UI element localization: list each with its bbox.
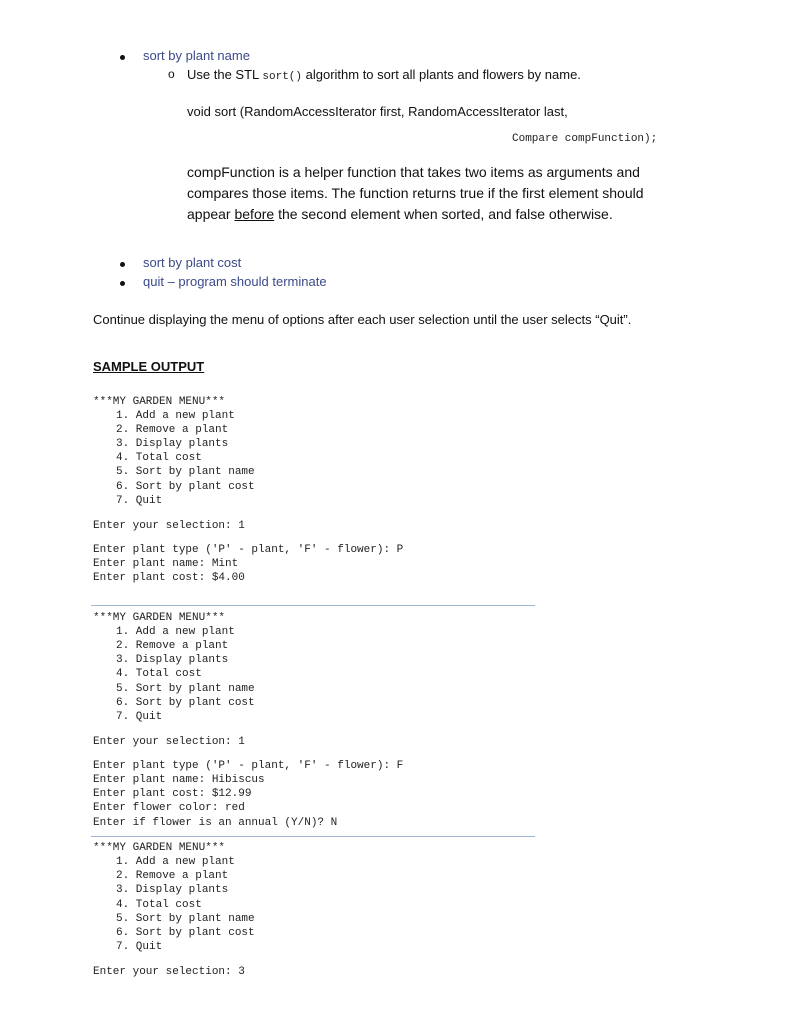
desc-pre: appear xyxy=(187,206,235,222)
bullet-dot xyxy=(120,281,125,286)
bullet-dot xyxy=(120,55,125,60)
bullet-sort-by-cost: sort by plant cost xyxy=(143,255,242,270)
menu-item: 2. Remove a plant xyxy=(116,640,229,652)
sample-output-heading: SAMPLE OUTPUT xyxy=(93,359,205,374)
selection-prompt: Enter your selection: 3 xyxy=(93,966,245,978)
menu-item: 1. Add a new plant xyxy=(116,856,235,868)
menu-item: 7. Quit xyxy=(116,941,163,953)
signature-line-2: Compare compFunction); xyxy=(512,133,658,145)
sub-bullet-stl-sort xyxy=(187,67,581,83)
menu-item: 6. Sort by plant cost xyxy=(116,481,255,493)
bullet-quit: quit – program should terminate xyxy=(143,274,327,289)
menu-item: 1. Add a new plant xyxy=(116,410,235,422)
description-line-3 xyxy=(187,204,613,225)
menu-item: 2. Remove a plant xyxy=(116,870,229,882)
description-line-2: compares those items. The function returns true if the first element should xyxy=(187,185,644,201)
console-line: Enter plant name: Mint xyxy=(93,558,239,570)
console-line: Enter plant cost: $12.99 xyxy=(93,788,252,800)
selection-prompt: Enter your selection: 1 xyxy=(93,736,245,748)
menu-item: 5. Sort by plant name xyxy=(116,683,255,695)
description-line-1: compFunction is a helper function that takes two items as arguments and xyxy=(187,164,640,180)
sub-bullet-marker: o xyxy=(168,67,175,81)
menu-item: 5. Sort by plant name xyxy=(116,466,255,478)
console-line: Enter plant type ('P' - plant, 'F' - flower): F xyxy=(93,760,404,772)
console-line: Enter plant name: Hibiscus xyxy=(93,774,265,786)
divider xyxy=(91,836,535,837)
menu-item: 1. Add a new plant xyxy=(116,626,235,638)
console-line: Enter if flower is an annual (Y/N)? N xyxy=(93,817,338,829)
menu-item: 6. Sort by plant cost xyxy=(116,927,255,939)
desc-post: the second element when sorted, and false otherwise. xyxy=(274,206,613,222)
desc-underlined: before xyxy=(234,206,275,222)
sub-suffix: algorithm to sort all plants and flowers by name. xyxy=(302,67,581,82)
menu-item: 7. Quit xyxy=(116,495,163,507)
menu-item: 4. Total cost xyxy=(116,899,202,911)
sub-prefix: Use the STL xyxy=(187,67,263,82)
signature-line-1: void sort (RandomAccessIterator first, RandomAccessIterator last, xyxy=(187,104,568,119)
menu-item: 7. Quit xyxy=(116,711,163,723)
console-line: Enter flower color: red xyxy=(93,802,245,814)
console-line: Enter plant cost: $4.00 xyxy=(93,572,245,584)
menu-item: 4. Total cost xyxy=(116,452,202,464)
menu-item: 3. Display plants xyxy=(116,884,229,896)
menu-item: 2. Remove a plant xyxy=(116,424,229,436)
continue-instruction: Continue displaying the menu of options after each user selection until the user selects “Quit”. xyxy=(93,312,632,327)
menu-item: 5. Sort by plant name xyxy=(116,913,255,925)
menu-item: 4. Total cost xyxy=(116,668,202,680)
bullet-dot xyxy=(120,262,125,267)
selection-prompt: Enter your selection: 1 xyxy=(93,520,245,532)
sort-code: sort() xyxy=(262,71,302,83)
menu-title: ***MY GARDEN MENU*** xyxy=(93,612,226,624)
menu-item: 3. Display plants xyxy=(116,438,229,450)
console-line: Enter plant type ('P' - plant, 'F' - flower): P xyxy=(93,544,404,556)
menu-item: 3. Display plants xyxy=(116,654,229,666)
menu-item: 6. Sort by plant cost xyxy=(116,697,255,709)
divider xyxy=(91,605,535,606)
bullet-sort-by-name: sort by plant name xyxy=(143,48,250,63)
menu-title: ***MY GARDEN MENU*** xyxy=(93,842,226,854)
menu-title: ***MY GARDEN MENU*** xyxy=(93,396,226,408)
